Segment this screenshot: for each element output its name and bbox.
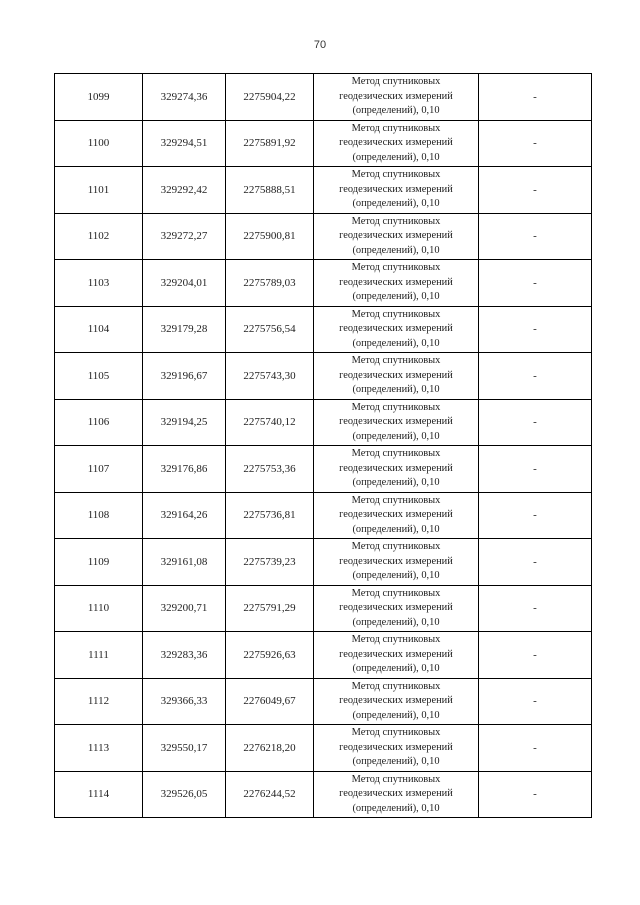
description-cell: - xyxy=(479,632,592,679)
method-text-line: геодезических измерений xyxy=(339,369,453,381)
point-number-cell: 1101 xyxy=(55,167,143,214)
method-cell xyxy=(314,725,479,772)
method-text-line: (определений), 0,10 xyxy=(352,105,440,116)
table-row xyxy=(55,678,592,725)
method-text-line: геодезических измерений xyxy=(339,648,453,660)
description-cell: - xyxy=(479,306,592,353)
method-text-line: геодезических измерений xyxy=(339,276,453,288)
x-coordinate-cell: 329292,42 xyxy=(143,167,226,214)
point-number-cell: 1099 xyxy=(55,74,143,121)
method-text-line: Метод спутниковых xyxy=(351,401,441,413)
x-coordinate-cell: 329196,67 xyxy=(143,353,226,400)
method-text-line: геодезических измерений xyxy=(339,230,453,241)
y-coordinate-cell: 2276049,67 xyxy=(226,678,314,725)
y-coordinate-cell: 2276218,20 xyxy=(226,725,314,772)
method-text-line: Метод спутниковых xyxy=(351,494,441,506)
table-row xyxy=(55,306,592,353)
description-cell: - xyxy=(479,120,592,167)
method-text-line: геодезических измерений xyxy=(339,137,453,148)
method-text-line: (определений), 0,10 xyxy=(352,337,440,349)
method-text-line: Метод спутниковых xyxy=(351,169,441,180)
description-cell: - xyxy=(479,353,592,400)
y-coordinate-cell: 2275900,81 xyxy=(226,213,314,260)
table-row xyxy=(55,167,592,214)
x-coordinate-cell: 329194,25 xyxy=(143,399,226,446)
table-row xyxy=(55,120,592,167)
table-row xyxy=(55,771,592,818)
method-text-line: (определений), 0,10 xyxy=(352,709,440,721)
x-coordinate-cell: 329176,86 xyxy=(143,446,226,493)
method-text-line: Метод спутниковых xyxy=(351,773,441,785)
method-text-line: Метод спутниковых xyxy=(351,634,441,645)
table-row xyxy=(55,492,592,539)
x-coordinate-cell: 329161,08 xyxy=(143,539,226,586)
method-text-line: геодезических измерений xyxy=(339,509,453,520)
y-coordinate-cell: 2275756,54 xyxy=(226,306,314,353)
method-text-line: Метод спутниковых xyxy=(351,308,441,320)
method-text-line: геодезических измерений xyxy=(339,788,453,799)
description-cell: - xyxy=(479,678,592,725)
point-number-cell: 1103 xyxy=(55,260,143,307)
method-text-line: Метод спутниковых xyxy=(351,727,441,738)
method-cell xyxy=(314,678,479,725)
y-coordinate-cell: 2275753,36 xyxy=(226,446,314,493)
point-number-cell: 1112 xyxy=(55,678,143,725)
description-cell: - xyxy=(479,539,592,586)
method-text-line: геодезических измерений xyxy=(339,602,453,613)
description-cell: - xyxy=(479,585,592,632)
description-cell: - xyxy=(479,771,592,818)
method-cell xyxy=(314,446,479,493)
page-number: 70 xyxy=(313,39,327,51)
x-coordinate-cell: 329294,51 xyxy=(143,120,226,167)
point-number-cell: 1104 xyxy=(55,306,143,353)
method-text-line: геодезических измерений xyxy=(339,183,453,195)
method-cell xyxy=(314,353,479,400)
method-text-line: (определений), 0,10 xyxy=(352,663,440,674)
method-text-line: геодезических измерений xyxy=(339,323,453,334)
table-row xyxy=(55,353,592,400)
method-text-line: (определений), 0,10 xyxy=(352,616,440,628)
method-text-line: (определений), 0,10 xyxy=(352,291,440,302)
description-cell: - xyxy=(479,74,592,121)
method-cell xyxy=(314,74,479,121)
method-text-line: (определений), 0,10 xyxy=(352,384,440,395)
description-cell: - xyxy=(479,399,592,446)
method-text-line: Метод спутниковых xyxy=(351,122,441,134)
description-cell: - xyxy=(479,167,592,214)
y-coordinate-cell: 2275740,12 xyxy=(226,399,314,446)
point-number-cell: 1113 xyxy=(55,725,143,772)
y-coordinate-cell: 2275791,29 xyxy=(226,585,314,632)
method-text-line: Метод спутниковых xyxy=(351,680,441,692)
point-number-cell: 1102 xyxy=(55,213,143,260)
method-text-line: геодезических измерений xyxy=(339,90,453,102)
point-number-cell: 1109 xyxy=(55,539,143,586)
y-coordinate-cell: 2275888,51 xyxy=(226,167,314,214)
method-text-line: (определений), 0,10 xyxy=(352,151,440,163)
method-cell xyxy=(314,539,479,586)
method-text-line: Метод спутниковых xyxy=(351,215,441,227)
y-coordinate-cell: 2275736,81 xyxy=(226,492,314,539)
method-cell xyxy=(314,167,479,214)
x-coordinate-cell: 329366,33 xyxy=(143,678,226,725)
y-coordinate-cell: 2275739,23 xyxy=(226,539,314,586)
description-cell: - xyxy=(479,260,592,307)
method-cell xyxy=(314,771,479,818)
method-text-line: Метод спутниковых xyxy=(351,76,441,87)
method-cell xyxy=(314,492,479,539)
method-cell xyxy=(314,632,479,679)
point-number-cell: 1106 xyxy=(55,399,143,446)
method-cell xyxy=(314,213,479,260)
point-number-cell: 1100 xyxy=(55,120,143,167)
table-row xyxy=(55,213,592,260)
y-coordinate-cell: 2275789,03 xyxy=(226,260,314,307)
point-number-cell: 1107 xyxy=(55,446,143,493)
x-coordinate-cell: 329283,36 xyxy=(143,632,226,679)
table-row xyxy=(55,260,592,307)
x-coordinate-cell: 329204,01 xyxy=(143,260,226,307)
x-coordinate-cell: 329272,27 xyxy=(143,213,226,260)
x-coordinate-cell: 329164,26 xyxy=(143,492,226,539)
method-text-line: (определений), 0,10 xyxy=(352,244,440,256)
method-cell xyxy=(314,120,479,167)
point-number-cell: 1105 xyxy=(55,353,143,400)
method-text-line: геодезических измерений xyxy=(339,741,453,753)
method-cell xyxy=(314,260,479,307)
method-text-line: Метод спутниковых xyxy=(351,541,441,552)
method-text-line: геодезических измерений xyxy=(339,695,453,706)
x-coordinate-cell: 329526,05 xyxy=(143,771,226,818)
y-coordinate-cell: 2275743,30 xyxy=(226,353,314,400)
x-coordinate-cell: 329550,17 xyxy=(143,725,226,772)
method-text-line: геодезических измерений xyxy=(339,416,453,427)
y-coordinate-cell: 2275904,22 xyxy=(226,74,314,121)
table-row xyxy=(55,446,592,493)
description-cell: - xyxy=(479,213,592,260)
method-text-line: Метод спутниковых xyxy=(351,355,441,366)
method-cell xyxy=(314,306,479,353)
point-number-cell: 1110 xyxy=(55,585,143,632)
method-cell xyxy=(314,399,479,446)
method-text-line: геодезических измерений xyxy=(339,555,453,567)
method-text-line: (определений), 0,10 xyxy=(352,477,440,488)
description-cell: - xyxy=(479,492,592,539)
x-coordinate-cell: 329179,28 xyxy=(143,306,226,353)
table-row xyxy=(55,399,592,446)
method-text-line: Метод спутниковых xyxy=(351,448,441,459)
point-number-cell: 1111 xyxy=(55,632,143,679)
method-text-line: Метод спутниковых xyxy=(351,587,441,599)
coordinates-table-body xyxy=(55,74,592,818)
y-coordinate-cell: 2276244,52 xyxy=(226,771,314,818)
method-text-line: геодезических измерений xyxy=(339,462,453,474)
method-text-line: (определений), 0,10 xyxy=(352,756,440,767)
table-row xyxy=(55,539,592,586)
x-coordinate-cell: 329200,71 xyxy=(143,585,226,632)
point-number-cell: 1114 xyxy=(55,771,143,818)
table-row xyxy=(55,585,592,632)
x-coordinate-cell: 329274,36 xyxy=(143,74,226,121)
method-text-line: Метод спутниковых xyxy=(351,262,441,273)
y-coordinate-cell: 2275926,63 xyxy=(226,632,314,679)
method-text-line: (определений), 0,10 xyxy=(352,802,440,814)
method-cell xyxy=(314,585,479,632)
table-row xyxy=(55,725,592,772)
method-text-line: (определений), 0,10 xyxy=(352,570,440,581)
coordinates-table xyxy=(54,73,592,818)
method-text-line: (определений), 0,10 xyxy=(352,523,440,535)
description-cell: - xyxy=(479,725,592,772)
y-coordinate-cell: 2275891,92 xyxy=(226,120,314,167)
method-text-line: (определений), 0,10 xyxy=(352,198,440,209)
method-text-line: (определений), 0,10 xyxy=(352,430,440,442)
description-cell: - xyxy=(479,446,592,493)
point-number-cell: 1108 xyxy=(55,492,143,539)
table-row xyxy=(55,632,592,679)
table-row xyxy=(55,74,592,121)
